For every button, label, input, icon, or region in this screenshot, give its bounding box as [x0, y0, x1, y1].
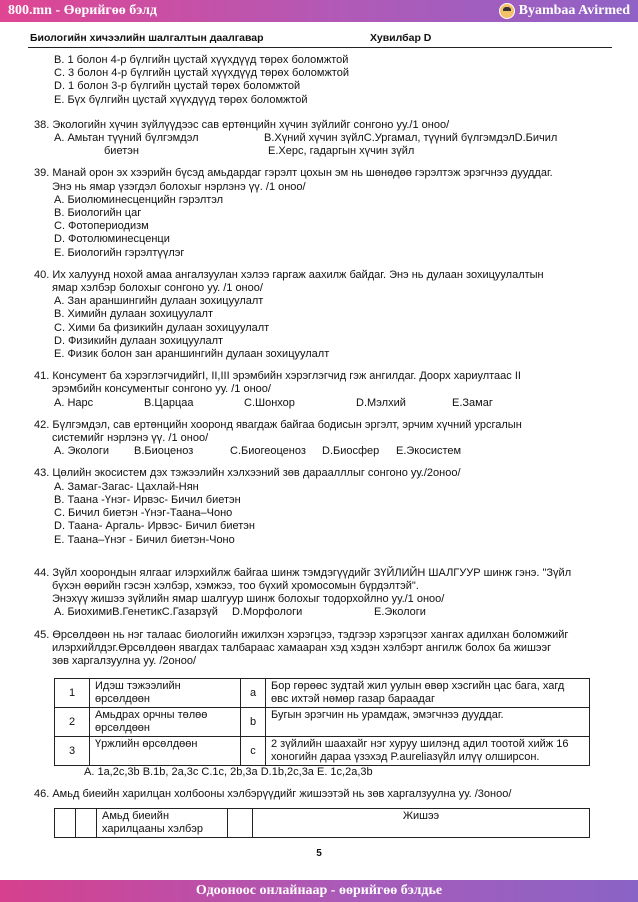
option: C. Хими ба физикийн дулаан зохицуулалт	[54, 321, 270, 334]
option: D. Физикийн дулаан зохицуулалт	[54, 334, 224, 347]
relations-table	[54, 808, 590, 838]
question-38	[34, 119, 614, 159]
option-e: E.Херс, гадаргын хүчин зүйл	[268, 145, 415, 158]
option-e: E.Замаг	[452, 396, 493, 409]
question-44	[34, 567, 614, 620]
row-number: 3	[55, 737, 90, 766]
question-41	[34, 370, 614, 410]
row-letter: b	[241, 708, 266, 737]
table-row	[55, 708, 590, 737]
top-banner	[0, 0, 638, 22]
option: A. Биолюминесценцийн гэрэлтэл	[54, 193, 224, 206]
row-letter: c	[241, 737, 266, 766]
option: A. Зан араншингийн дулаан зохицуулалт	[54, 295, 264, 308]
question-text: Энэхүү жишээ зүйлийн ямар шалгуур шинж болохыг тодорхойлно уу./1 оноо/	[52, 593, 445, 606]
competition-type: Үржлийн өрсөлдөөн	[90, 737, 241, 766]
empty-cell	[228, 808, 253, 837]
option: B. 1 болон 4-р бүлгийн цустай хүүхдүүд төрөх боломжтой	[54, 54, 349, 66]
competition-type: Идэш тэжээлийн өрсөлдөөн	[90, 679, 241, 708]
question-43	[34, 467, 614, 546]
table-row	[55, 737, 590, 766]
variant-label: Хувилбар D	[370, 32, 432, 44]
page-number: 5	[316, 848, 322, 859]
empty-cell	[55, 808, 76, 837]
row-letter: a	[241, 679, 266, 708]
option: D. 1 болон 3-р бүлгийн цустай төрөх боломжтой	[54, 80, 301, 93]
option-d: D.Биосфер	[322, 445, 380, 458]
question-text: бүхэн өөрийн гэсэн хэлбэр, хэмжээ, тоо бүхий хромосомын бүрдэлтэй".	[52, 579, 419, 592]
option-c: C.Биогеоценоз	[230, 445, 306, 458]
option: D. Фотолюминесценци	[54, 233, 170, 246]
question-39	[34, 167, 614, 259]
option-row	[34, 132, 614, 145]
option-row	[34, 606, 614, 619]
option: E. Таана–Үнэг - Бичил биетэн-Чоно	[54, 533, 235, 546]
question-text: 42. Бүлгэмдэл, сав ертөнцийн хооронд явагдаж байгаа бодисын эргэлт, эрчим хүчний урсгалын	[34, 418, 522, 431]
option-d: D.Морфологи	[232, 606, 303, 619]
author-name: Byambaa Avirmed	[518, 3, 630, 18]
option-e: E.Экосистем	[396, 445, 462, 458]
option-row	[34, 397, 614, 410]
exam-title: Биологийн хичээлийн шалгалтын даалгавар	[30, 32, 264, 44]
competition-type: Амьдрах орчны төлөө өрсөлдөөн	[90, 708, 241, 737]
option-e: E.Экологи	[374, 606, 426, 619]
question-40	[34, 269, 614, 361]
question-text: 41. Консумент ба хэрэглэгчидийгI, II,III эрэмбийн хэрэглэгчид гэж ангилдаг. Доорх хариултаас II	[34, 370, 521, 383]
row-number: 2	[55, 708, 90, 737]
answer-options: A. 1а,2c,3b B.1b, 2a,3c C.1c, 2b,3a D.1b,2c,3a E. 1c,2a,3b	[84, 766, 373, 779]
example-text: Бор гөрөөс зудтай жил уулын өвөр хэсгийн цас бага, хагд өвс ихтэй нөмөр газар бараадаг	[266, 679, 590, 708]
relation-header: Амьд биеийн харилцааны хэлбэр	[97, 808, 228, 837]
option-abc: A. БиохимиB.ГенетикC.Газарзүй	[54, 606, 218, 619]
exam-content	[34, 54, 614, 838]
table-row	[55, 808, 590, 837]
table-row	[55, 679, 590, 708]
example-text: Бугын эрэгчин нь урамдаж, эмэгчнээ дууддаг.	[266, 708, 590, 737]
option-b: B.Хүний хүчин зүйлC.Ургамал, түүний бүлгэмдэлD.Бичил	[264, 132, 558, 145]
option: C. Фотопериодизм	[54, 220, 149, 233]
question-text: 43. Цөлийн экосистем дэх тэжээлийн хэлхээний зөв дараалллыг сонгоно уу./2оноо/	[34, 467, 461, 480]
question-42	[34, 419, 614, 459]
row-number: 1	[55, 679, 90, 708]
option: E. Биологийн гэрэлтүүлэг	[54, 246, 185, 259]
option: C. 3 болон 4-р бүлгийн цустай хүүхдүүд төрөх боломжтой	[54, 67, 349, 80]
option: E. Физик болон зан араншингийн дулаан зохицуулалт	[54, 348, 330, 361]
example-text: 2 зүйлийн шаахайг нэг хуруу шилэнд адил тоотой хийж 16 хоногийн дараа үзэхэд P.aureliaзүйл илүү олширсон.	[266, 737, 590, 766]
question-text: 38. Экологийн хүчин зүйлүүдээс сав ертөнцийн хүчин зүйлийг сонгоно уу./1 оноо/	[34, 118, 450, 131]
site-title[interactable]: 800.mn - Өөрийгөө бэлд	[8, 3, 158, 18]
question-text: 44. Зүйл хоорондын ялгааг илэрхийлж байгаа шинж тэмдэгүүдийг ЗҮЙЛИЙН ШАЛГУУР шинж гэнэ. "Зүйл	[34, 566, 572, 579]
option: B. Биологийн цаг	[54, 207, 142, 220]
option-b: B.Биоценоз	[134, 445, 194, 458]
question-text: 39. Манай орон эх хээрийн бүсэд амьдардаг гэрэлт цохын эм нь шөнөдөө гэрэлтэж эрэгчнээ дууддаг.	[34, 167, 553, 180]
option-a: A. Экологи	[54, 445, 109, 458]
author-tag	[499, 3, 630, 19]
question-text: 46. Амьд биеийн харилцан холбооны хэлбэрүүдийг жишээтэй нь зөв харгалзуулна уу. /3оноо/	[34, 788, 512, 801]
question-text: Энэ нь ямар үзэгдэл болохыг нэрлэнэ үү. /1 оноо/	[52, 180, 306, 193]
matching-table	[54, 678, 590, 766]
option: B. Таана -Үнэг- Ирвэс- Бичил биетэн	[54, 493, 241, 506]
question-text: зөв харгалзуулна уу. /2оноо/	[52, 654, 196, 667]
option-d: D.Мэлхий	[356, 396, 406, 409]
avatar-icon	[499, 3, 515, 19]
option-row	[34, 445, 614, 458]
option: D. Таана- Аргаль- Ирвэс- Бичил биетэн	[54, 520, 255, 533]
prev-question-options	[34, 54, 614, 107]
option-row	[34, 145, 614, 158]
option-cont: биетэн	[104, 145, 139, 158]
question-text: 40. Их халуунд нохой амаа ангалзуулан хэлээ гаргаж аахилж байдаг. Энэ нь дулаан зохицуулалтын	[34, 268, 544, 281]
option-c: C.Шонхор	[244, 396, 295, 409]
empty-cell	[76, 808, 97, 837]
option: C. Бичил биетэн -Үнэг-Таана–Чоно	[54, 507, 233, 520]
option-a: A. Амьтан түүний бүлгэмдэл	[54, 132, 199, 145]
example-header: Жишээ	[253, 808, 590, 837]
header-divider	[28, 47, 612, 48]
option: A. Замаг-Загас- Цахлай-Нян	[54, 480, 199, 493]
question-text: эрэмбийн консументыг сонгоно уу. /1 оноо/	[52, 383, 271, 396]
option-a: A. Нарс	[54, 396, 94, 409]
page-header	[30, 32, 610, 44]
option: B. Химийн дулаан зохицуулалт	[54, 308, 213, 321]
question-text: системийг нэрлэнэ үү. /1 оноо/	[52, 432, 209, 445]
question-45	[34, 629, 614, 780]
option-b: B.Царцаа	[144, 396, 194, 409]
bottom-banner[interactable]: Одоонoос онлайнаар - өөрийгөө бэлдье	[0, 880, 638, 902]
question-text: ямар хэлбэр болохыг сонгоно уу. /1 оноо/	[52, 282, 263, 295]
question-text: илэрхийлдэг.Өрсөлдөөн явагдах талбараас хамааран хэд хэдэн хэлбэрт ангилж болох ба жишээг	[52, 641, 552, 654]
question-46	[34, 788, 614, 837]
question-text: 45. Өрсөлдөөн нь нэг талаас биологийн ижилхэн хэрэгцээ, тэдгээр хэрэгцээг хангах адилхан боломжийг	[34, 628, 569, 641]
option: E. Бүх бүлгийн цустай хүүхдүүд төрөх боломжтой	[54, 93, 308, 106]
